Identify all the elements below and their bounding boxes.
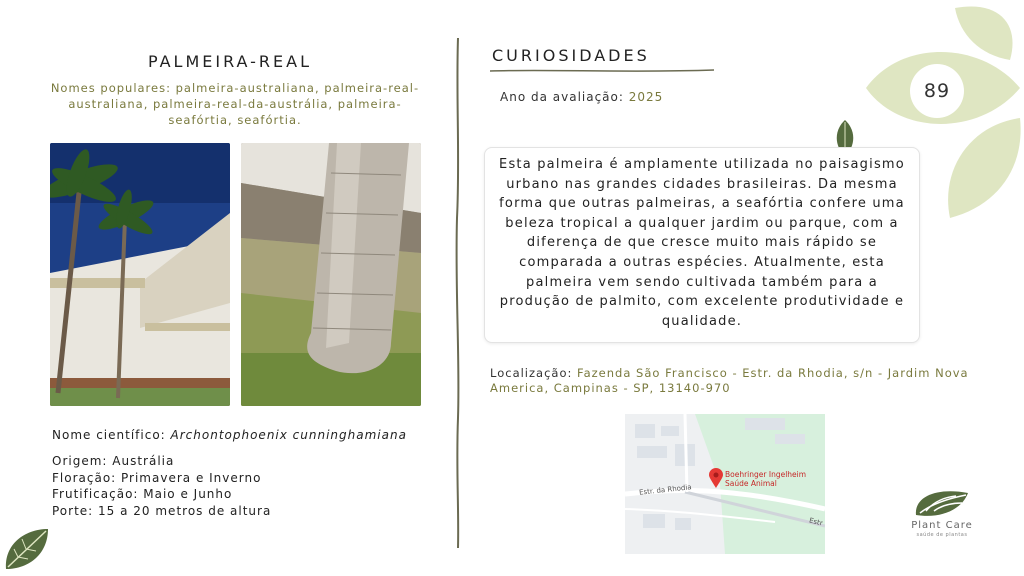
location-value: Fazenda São Francisco - Estr. da Rhodia, s/n - Jardim Nova America, Campinas - SP, 13140-970	[490, 366, 969, 395]
leaf-icon	[2, 525, 52, 573]
leaf-icon	[955, 7, 1013, 60]
plant-title: PALMEIRA-REAL	[147, 52, 313, 71]
leaf-icon	[948, 118, 1021, 218]
location-map[interactable]	[625, 414, 825, 554]
scientific-name-line	[52, 428, 407, 442]
photo-palm-trunk	[241, 143, 421, 406]
plant-facts	[52, 453, 271, 519]
year-value: 2025	[628, 90, 664, 104]
brand-name: Plant Care	[911, 520, 973, 531]
map-road-label: Estr. da Rhodia	[638, 483, 692, 497]
popular-names: Nomes populares: palmeira-australiana, palmeira-real-australiana, palmeira-real-da-austrália, palmeira-seafórtia, seafórtia.	[50, 81, 420, 127]
section-title: CURIOSIDADES	[492, 46, 650, 65]
evaluation-year	[500, 90, 663, 104]
brand-logo-icon	[912, 487, 970, 519]
divider	[452, 38, 464, 548]
photo-palm-trees	[50, 143, 230, 406]
brand-tagline: saúde de plantas	[916, 532, 968, 538]
description-text: Esta palmeira é amplamente utilizada no paisagismo urbano nas grandes cidades brasileiras. Da mesma forma que outras palmeiras, a seafórtia confere uma beleza tropical a qualquer jardim ou parque, com a diferença de que cresce muito mais rápido se comparada a outras espécies. Atualmente, esta palmeira vem sendo cultivada também para a produção de palmito, com excelente produtividade e qualidade.	[499, 157, 905, 329]
scientific-name: Archontophoenix cunninghamiana	[170, 428, 407, 442]
scientific-label: Nome científico:	[52, 428, 171, 442]
fact-fruiting: Frutificação: Maio e Junho	[52, 487, 233, 501]
map-pin-icon	[709, 468, 723, 488]
location-label: Localização:	[490, 366, 578, 380]
map-road-label-2: Estr	[808, 516, 824, 528]
fact-size: Porte: 15 a 20 metros de altura	[52, 503, 272, 518]
description-card	[484, 147, 920, 343]
map-place-label: Boehringer Ingelheim Saúde Animal	[725, 470, 807, 488]
year-label: Ano da avaliação:	[500, 90, 629, 104]
title-underline	[490, 68, 715, 74]
fact-origin: Origem: Austrália	[52, 454, 175, 468]
page-number: 89	[910, 64, 964, 118]
fact-flowering: Floração: Primavera e Inverno	[52, 470, 262, 485]
location	[490, 366, 990, 396]
